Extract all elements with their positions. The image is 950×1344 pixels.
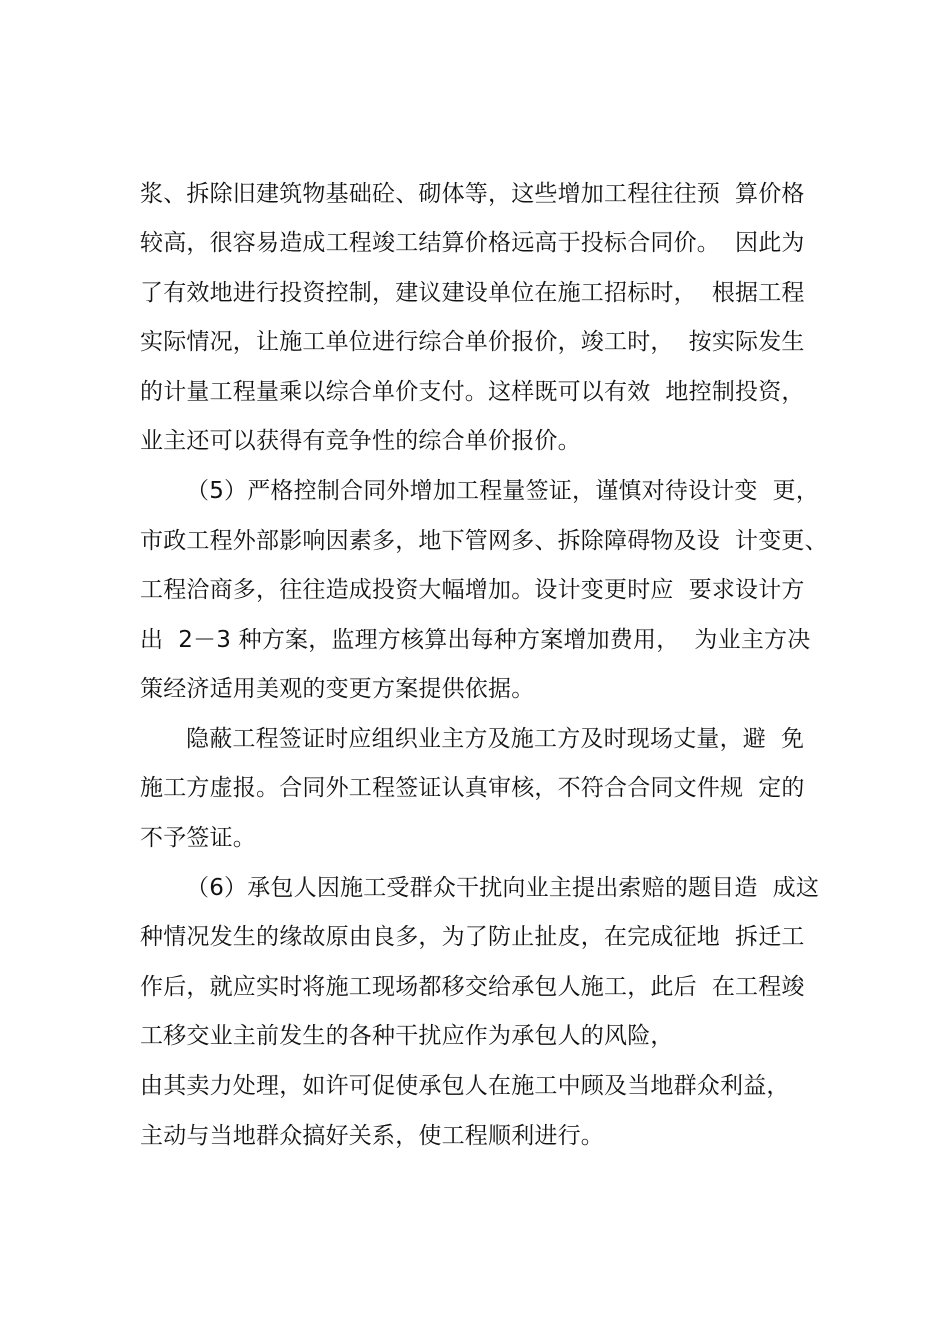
text-line: 了有效地进行投资控制，建议建设单位在施工招标时， 根据工程: [140, 280, 805, 306]
text-line: 市政工程外部影响因素多，地下管网多、拆除障碍物及设 计变更、: [140, 528, 828, 554]
text-line: 作后，就应实时将施工现场都移交给承包人施工，此后 在工程竣: [140, 974, 805, 1000]
text-line: 工移交业主前发生的各种干扰应作为承包人的风险，: [140, 1023, 674, 1049]
text-line: 种情况发生的缘故原由良多，为了防止扯皮，在完成征地 拆迁工: [140, 924, 805, 950]
text-line: 出 2－3 种方案，监理方核算出每种方案增加费用， 为业主方决: [140, 627, 811, 653]
text-line: 施工方虚报。合同外工程签证认真审核，不符合合同文件规 定的: [140, 775, 805, 801]
text-line: 策经济适用美观的变更方案提供依据。: [140, 676, 535, 702]
text-line: 不予签证。: [140, 825, 256, 851]
text-line: （6）承包人因施工受群众干扰向业主提出索赔的题目造 成这: [186, 875, 820, 901]
text-line: 业主还可以获得有竞争性的综合单价报价。: [140, 428, 581, 454]
text-line: 的计量工程量乘以综合单价支付。这样既可以有效 地控制投资，: [140, 379, 805, 405]
text-line: 由其卖力处理，如许可促使承包人在施工中顾及当地群众利益，: [140, 1073, 790, 1099]
text-line: （5）严格控制合同外增加工程量签证，谨慎对待设计变 更，: [186, 478, 820, 504]
text-line: 工程洽商多，往往造成投资大幅增加。设计变更时应 要求设计方: [140, 577, 805, 603]
text-line: 较高，很容易造成工程竣工结算价格远高于投标合同价。 因此为: [140, 230, 805, 256]
text-line: 隐蔽工程签证时应组织业主方及施工方及时现场丈量，避 免: [186, 726, 805, 752]
text-line: 实际情况，让施工单位进行综合单价报价，竣工时， 按实际发生: [140, 329, 805, 355]
text-line: 浆、拆除旧建筑物基础砼、砌体等，这些增加工程往往预 算价格: [140, 181, 805, 207]
text-line: 主动与当地群众搞好关系，使工程顺利进行。: [140, 1123, 604, 1149]
